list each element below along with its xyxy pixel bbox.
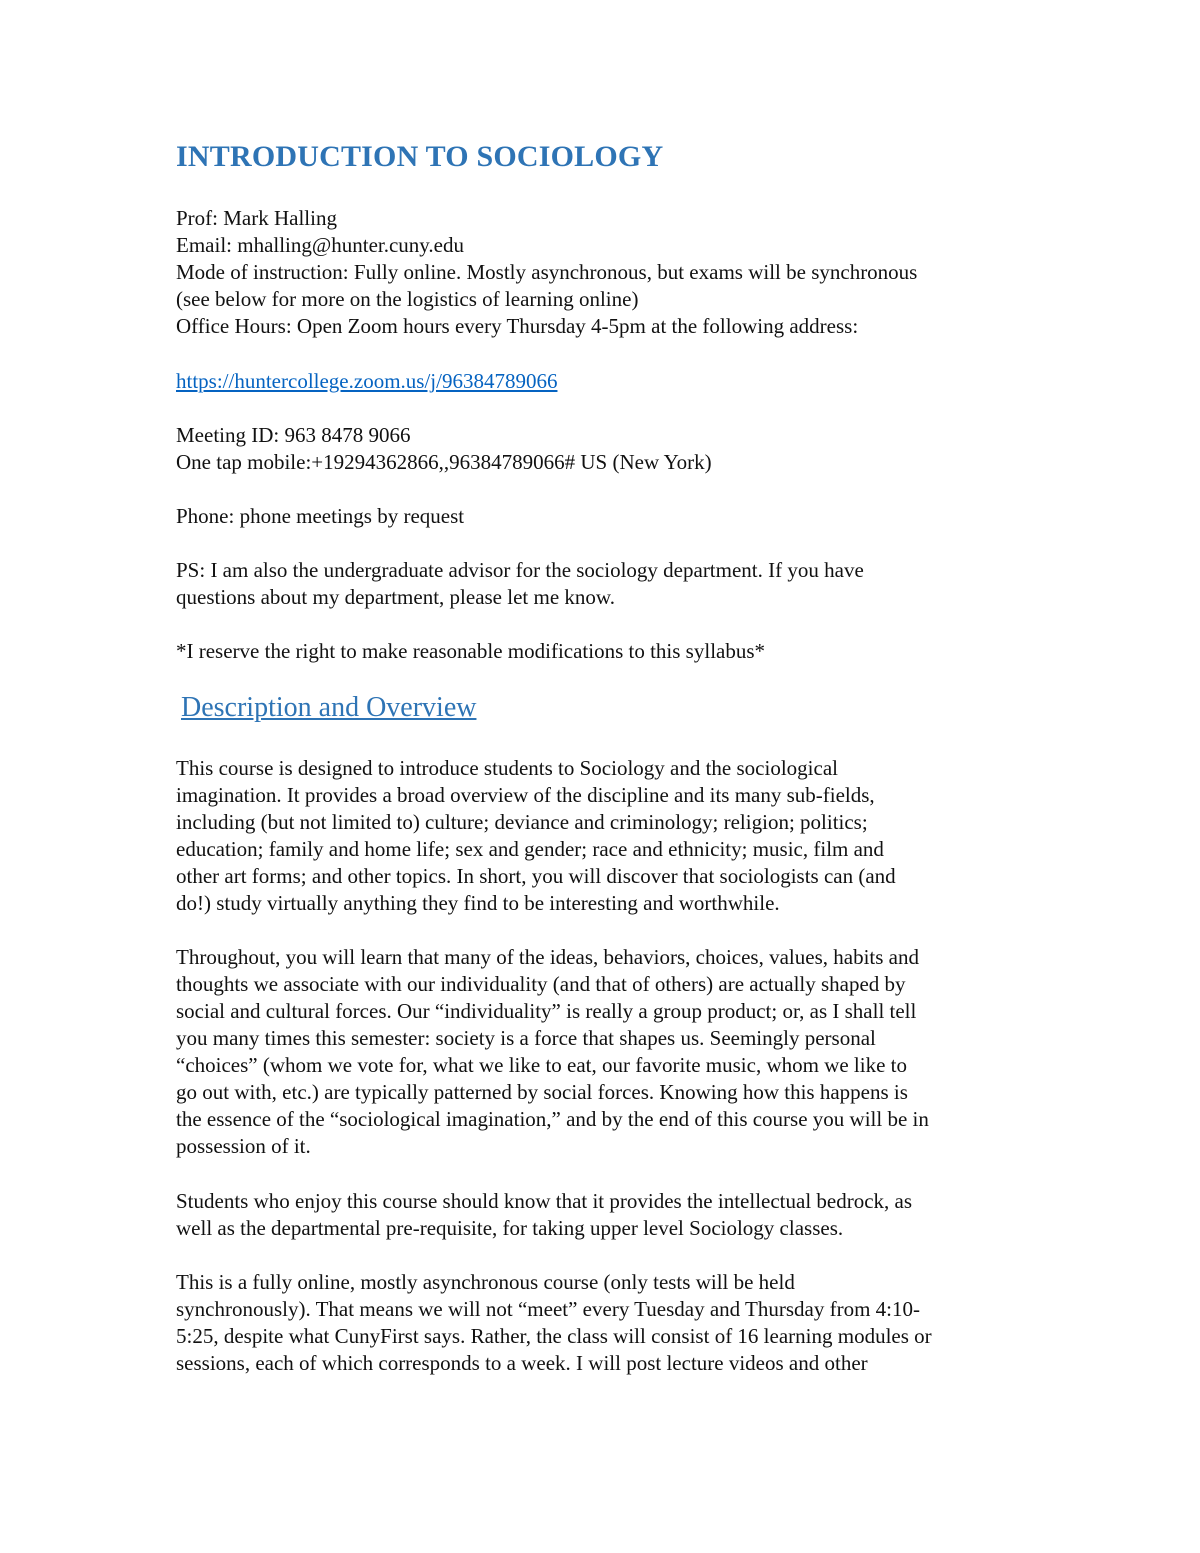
course-title: INTRODUCTION TO SOCIOLOGY (176, 140, 664, 173)
paragraph-line: education; family and home life; sex and gender; race and ethnicity; music, film and (176, 837, 884, 861)
paragraph-intro (176, 755, 896, 917)
phone-block (176, 503, 464, 530)
paragraph-line: go out with, etc.) are typically patterned by social forces. Knowing how this happens is (176, 1080, 908, 1104)
prof-line: Prof: Mark Halling (176, 206, 337, 230)
phone-line: Phone: phone meetings by request (176, 504, 465, 528)
paragraph-line: imagination. It provides a broad overview of the discipline and its many sub-fields, (176, 783, 875, 807)
paragraph-line: “choices” (whom we vote for, what we like to eat, our favorite music, whom we like to (176, 1053, 908, 1077)
paragraph-line: social and cultural forces. Our “individuality” is really a group product; or, as I shall tell (176, 999, 917, 1023)
paragraph-line: the essence of the “sociological imagination,” and by the end of this course you will be in (176, 1107, 929, 1131)
section-heading-description: Description and Overview (181, 692, 477, 723)
paragraph-online (176, 1269, 932, 1377)
paragraph-line: you many times this semester: society is a force that shapes us. Seemingly personal (176, 1026, 876, 1050)
mode-line-2: (see below for more on the logistics of learning online) (176, 287, 639, 311)
paragraph-line: synchronously). That means we will not “meet” every Tuesday and Thursday from 4:10- (176, 1297, 920, 1321)
meeting-info (176, 422, 712, 476)
meeting-id-line: Meeting ID: 963 8478 9066 (176, 423, 411, 447)
paragraph-line: sessions, each of which corresponds to a week. I will post lecture videos and other (176, 1351, 868, 1375)
paragraph-line: do!) study virtually anything they find to be interesting and worthwhile. (176, 891, 780, 915)
mode-line-1: Mode of instruction: Fully online. Mostly asynchronous, but exams will be synchronous (176, 260, 918, 284)
paragraph-line: well as the departmental pre-requisite, for taking upper level Sociology classes. (176, 1216, 844, 1240)
paragraph-line: other art forms; and other topics. In short, you will discover that sociologists can (and (176, 864, 896, 888)
paragraph-line: Students who enjoy this course should know that it provides the intellectual bedrock, as (176, 1189, 913, 1213)
zoom-link[interactable]: https://huntercollege.zoom.us/j/96384789066 (176, 369, 558, 393)
zoom-link-block (176, 368, 557, 395)
reserve-note-block (176, 638, 765, 665)
email-line: Email: mhalling@hunter.cuny.edu (176, 233, 465, 257)
reserve-note: *I reserve the right to make reasonable modifications to this syllabus* (176, 639, 766, 663)
ps-note (176, 557, 864, 611)
paragraph-line: This course is designed to introduce students to Sociology and the sociological (176, 756, 838, 780)
paragraph-line: thoughts we associate with our individuality (and that of others) are actually shaped by (176, 972, 906, 996)
paragraph-students (176, 1188, 912, 1242)
one-tap-line: One tap mobile:+19294362866,,96384789066# US (New York) (176, 450, 712, 474)
paragraph-line: This is a fully online, mostly asynchronous course (only tests will be held (176, 1270, 795, 1294)
paragraph-line: Throughout, you will learn that many of the ideas, behaviors, choices, values, habits and (176, 945, 919, 969)
paragraph-line: including (but not limited to) culture; deviance and criminology; religion; politics; (176, 810, 868, 834)
paragraph-line: 5:25, despite what CunyFirst says. Rather, the class will consist of 16 learning modules or (176, 1324, 932, 1348)
paragraph-throughout (176, 944, 929, 1160)
instructor-info (176, 205, 917, 340)
ps-line-2: questions about my department, please let me know. (176, 585, 615, 609)
office-hours-line: Office Hours: Open Zoom hours every Thursday 4-5pm at the following address: (176, 314, 859, 338)
ps-line-1: PS: I am also the undergraduate advisor for the sociology department. If you have (176, 558, 864, 582)
paragraph-line: possession of it. (176, 1134, 311, 1158)
